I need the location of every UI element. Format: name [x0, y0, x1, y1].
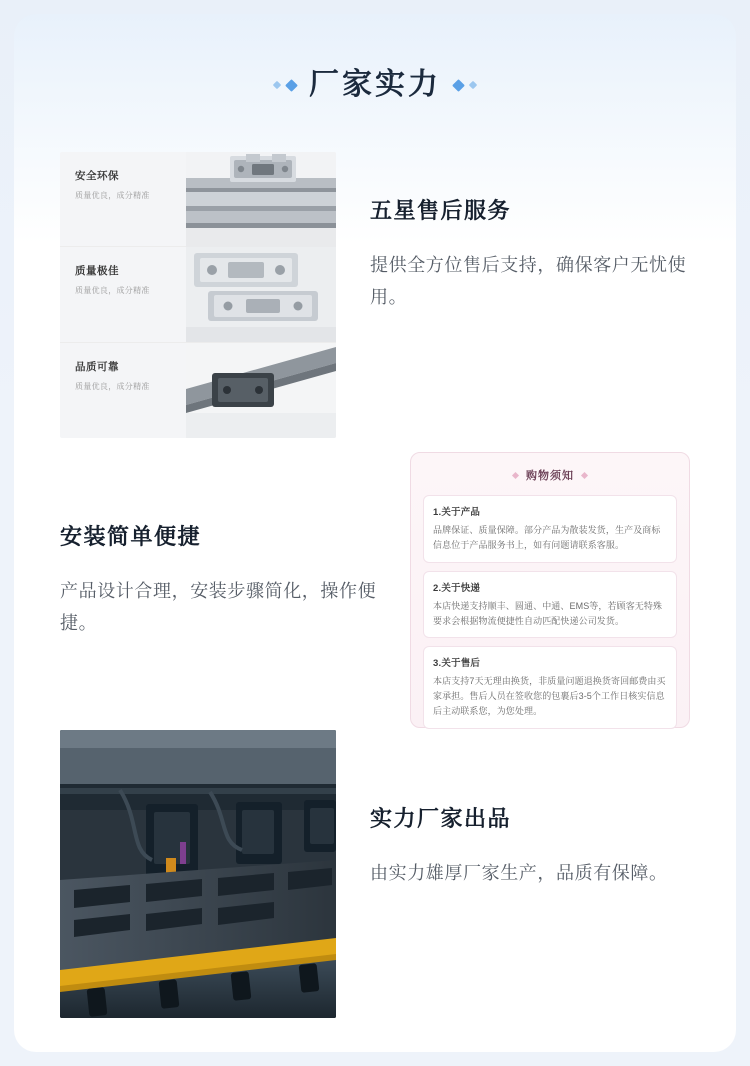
diamond-right-group — [454, 81, 476, 90]
section-easy-install-text — [60, 524, 390, 639]
gallery-stack — [60, 152, 336, 438]
notice-item-title: 1.关于产品 — [433, 507, 481, 518]
notice-item-title: 3.关于售后 — [433, 658, 481, 670]
notice-item-body: 本店快递支持顺丰、圆通、中通、EMS等，若顾客无特殊要求会根据物流便捷性自动匹配快递公司发货。 — [433, 600, 663, 626]
diamond-icon — [512, 471, 519, 478]
aluminum-rail-photo — [186, 152, 336, 247]
section-factory-text — [370, 806, 700, 890]
notice-item-title: 2.关于快递 — [433, 582, 481, 594]
shopping-notice-header — [423, 467, 677, 483]
header-inner — [274, 70, 476, 100]
page-header — [14, 70, 736, 128]
list-item — [60, 343, 336, 438]
section-body: 由实力雄厚厂家生产，品质有保障。 — [370, 863, 668, 884]
gallery-item-label: 质量极佳 — [75, 265, 119, 278]
section-body: 产品设计合理，安装步骤简化，操作便捷。 — [60, 581, 377, 633]
notice-item-body: 品牌保证、质量保障。部分产品为散装发货，生产及商标信息位于产品服务书上，如有问题请联系客服。 — [433, 525, 661, 550]
diamond-icon — [273, 81, 281, 89]
diamond-icon — [469, 81, 477, 89]
diamond-icon — [581, 471, 588, 478]
section-after-sales-text — [370, 198, 690, 313]
list-item — [60, 152, 336, 247]
notice-item — [423, 646, 677, 729]
diamond-left-group — [274, 81, 296, 90]
list-item — [60, 247, 336, 342]
shopping-notice-title: 购物须知 — [526, 470, 574, 482]
gallery-item-label: 品质可靠 — [75, 360, 119, 373]
shopping-notice-panel — [410, 452, 690, 728]
notice-item — [423, 495, 677, 563]
gallery-item-sub: 质量优良，成分精准 — [75, 191, 150, 200]
gallery-item-sub: 质量优良，成分精准 — [75, 286, 150, 296]
diamond-icon — [452, 79, 465, 92]
factory-cnc-machine-photo — [60, 730, 336, 1018]
section-after-sales — [14, 152, 736, 442]
gallery-item-label: 安全环保 — [75, 170, 119, 182]
diamond-icon — [285, 79, 298, 92]
section-easy-install — [14, 438, 736, 728]
section-heading: 实力厂家出品 — [370, 806, 512, 831]
section-heading: 安装简单便捷 — [60, 524, 202, 549]
page-title: 厂家实力 — [309, 68, 441, 101]
notice-item — [423, 571, 677, 639]
gallery-item-sub: 质量优良，成分精准 — [75, 381, 150, 391]
linear-guide-block-photo — [186, 247, 336, 342]
notice-item-body: 本店支持7天无理由换货，非质量问题退换货寄回邮费由买家承担。售后人员在签收您的包裹后3-5个工作日核实信息后主动联系您，为您处理。 — [433, 676, 666, 717]
section-body: 提供全方位售后支持，确保客户无忧使用。 — [370, 255, 687, 307]
detail-card — [14, 14, 736, 1052]
section-factory — [14, 730, 736, 1030]
section-heading: 五星售后服务 — [370, 198, 512, 223]
linear-slide-photo — [186, 343, 336, 438]
